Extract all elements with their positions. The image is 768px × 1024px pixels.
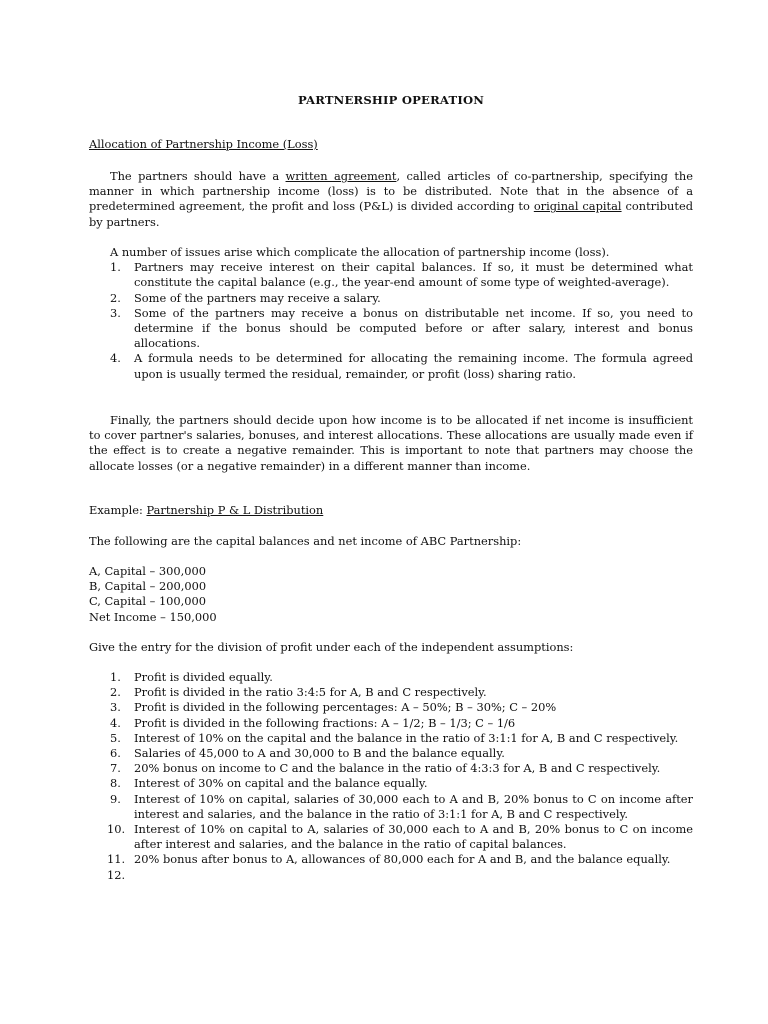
assumptions-section <box>89 670 693 882</box>
list-item: 11. 20% bonus after bonus to A, allowances of 80,000 each for A and B, and the balance equally. <box>107 852 671 867</box>
intro-paragraph <box>89 169 693 230</box>
list-item: 1. Partners may receive interest on their capital balances. If so, it must be determined what constitute the capital balance (e.g., the year-end amount of some type of weighted-average). <box>110 260 693 290</box>
list-item: 6. Salaries of 45,000 to A and 30,000 to B and the balance equally. <box>110 746 505 761</box>
balances-list <box>89 564 693 625</box>
list-item: 10. Interest of 10% on capital to A, salaries of 30,000 each to A and B, 20% bonus to C on income after interest and salaries, and the balance in the ratio of capital balances. <box>107 822 693 852</box>
written-agreement-term: written agreement <box>285 169 397 183</box>
list-item: 7. 20% bonus on income to C and the balance in the ratio of 4:3:3 for A, B and C respectively. <box>110 761 661 776</box>
document-title: PARTNERSHIP OPERATION <box>297 93 485 107</box>
assumptions-intro: Give the entry for the division of profit under each of the independent assumptions: <box>89 640 574 654</box>
issues-intro: A number of issues arise which complicate the allocation of partnership income (loss). <box>110 245 610 259</box>
issues-section <box>89 245 693 382</box>
list-item: 8. Interest of 30% on capital and the balance equally. <box>110 776 428 791</box>
list-item: B, Capital – 200,000 <box>89 579 207 594</box>
list-item: 3. Profit is divided in the following percentages: A – 50%; B – 30%; C – 20% <box>110 700 557 715</box>
list-item: Net Income – 150,000 <box>89 609 217 624</box>
list-item: 4. Profit is divided in the following fractions: A – 1/2; B – 1/3; C – 1/6 <box>110 715 516 730</box>
list-item: 9. Interest of 10% on capital, salaries of 30,000 each to A and B, 20% bonus to C on income after interest and salaries, and the balance in the ratio of 3:1:1 for A, B and C respectively. <box>110 791 693 821</box>
list-item: 4. A formula needs to be determined for allocating the remaining income. The formula agreed upon is usually termed the residual, remainder, or profit (loss) sharing ratio. <box>110 351 693 381</box>
finally-paragraph: Finally, the partners should decide upon how income is to be allocated if net income is insufficient to cover partner's salaries, bonuses, and interest allocations. These allocations are usually made even if the effect is to create a negative remainder. This is important to note that partners may choose the allocate losses (or a negative remainder) in a different manner than income. <box>89 413 693 473</box>
list-item: 3. Some of the partners may receive a bonus on distributable net income. If so, you need to determine if the bonus should be computed before or after salary, interest and bonus allocations. <box>110 305 693 351</box>
list-item: 2. Some of the partners may receive a salary. <box>110 290 381 305</box>
example-label: Example: <box>89 503 147 517</box>
section-heading-block <box>89 137 693 152</box>
example-heading <box>89 503 693 518</box>
original-capital-term: original capital <box>533 199 622 214</box>
issues-list <box>89 260 693 382</box>
list-item: 5. Interest of 10% on the capital and the balance in the ratio of 3:1:1 for A, B and C respectively. <box>110 730 679 745</box>
list-item: A, Capital – 300,000 <box>89 564 206 578</box>
list-item: 1. Profit is divided equally. <box>110 670 273 684</box>
intro-text-3: contributed by partners. <box>89 199 694 229</box>
section-heading: Allocation of Partnership Income (Loss) <box>89 137 318 151</box>
balances-intro: The following are the capital balances and net income of ABC Partnership: <box>89 534 522 548</box>
example-title: Partnership P & L Distribution <box>146 503 324 517</box>
list-item: C, Capital – 100,000 <box>89 594 207 609</box>
list-item: 2. Profit is divided in the ratio 3:4:5 for A, B and C respectively. <box>110 685 487 700</box>
intro-text-2: , called articles of co-partnership, specifying the manner in which partnership income (loss) is to be distributed. Note that in the absence of a predetermined agreement, the profit and loss (P&L) is divided according to <box>89 169 694 214</box>
intro-text-1: The partners should have a <box>110 169 286 183</box>
assumptions-list: 1. Profit is divided equally. 2. Profit is divided in the ratio 3:4:5 for A, B and C respectively. 3. Profit is divided in the following percentages: A – 50%; B – 30%; C – 20% 4. Profit is divided in the following fractions: A – 1/2; B – 1/3; C – 1/6 5. Interest of 10% on the capital and the balance in the ratio of 3:1:1 for A, B and C respectively. 6. Salaries of 45,000 to A and 30,000 to B and the balance equally. 7. 20% bonus on income to C and the balance in the ratio of 4:3:3 for A, B and C respectively. 8. Interest of 30% on capital and the balance equally. 9. Interest of 10% on capital, salaries of 30,000 each to A and B, 20% bonus to C on income after interest and salaries, and the balance in the ratio of 3:1:1 for A, B and C respectively. 10. Interest of 10% on capital to A, salaries of 30,000 each to A and B, 20% bonus to C on income after interest and salaries, and the balance in the ratio of capital balances. 11. 20% bonus after bonus to A, allowances of 80,000 each for A and B, and the balance equally. 12. <box>89 670 693 868</box>
